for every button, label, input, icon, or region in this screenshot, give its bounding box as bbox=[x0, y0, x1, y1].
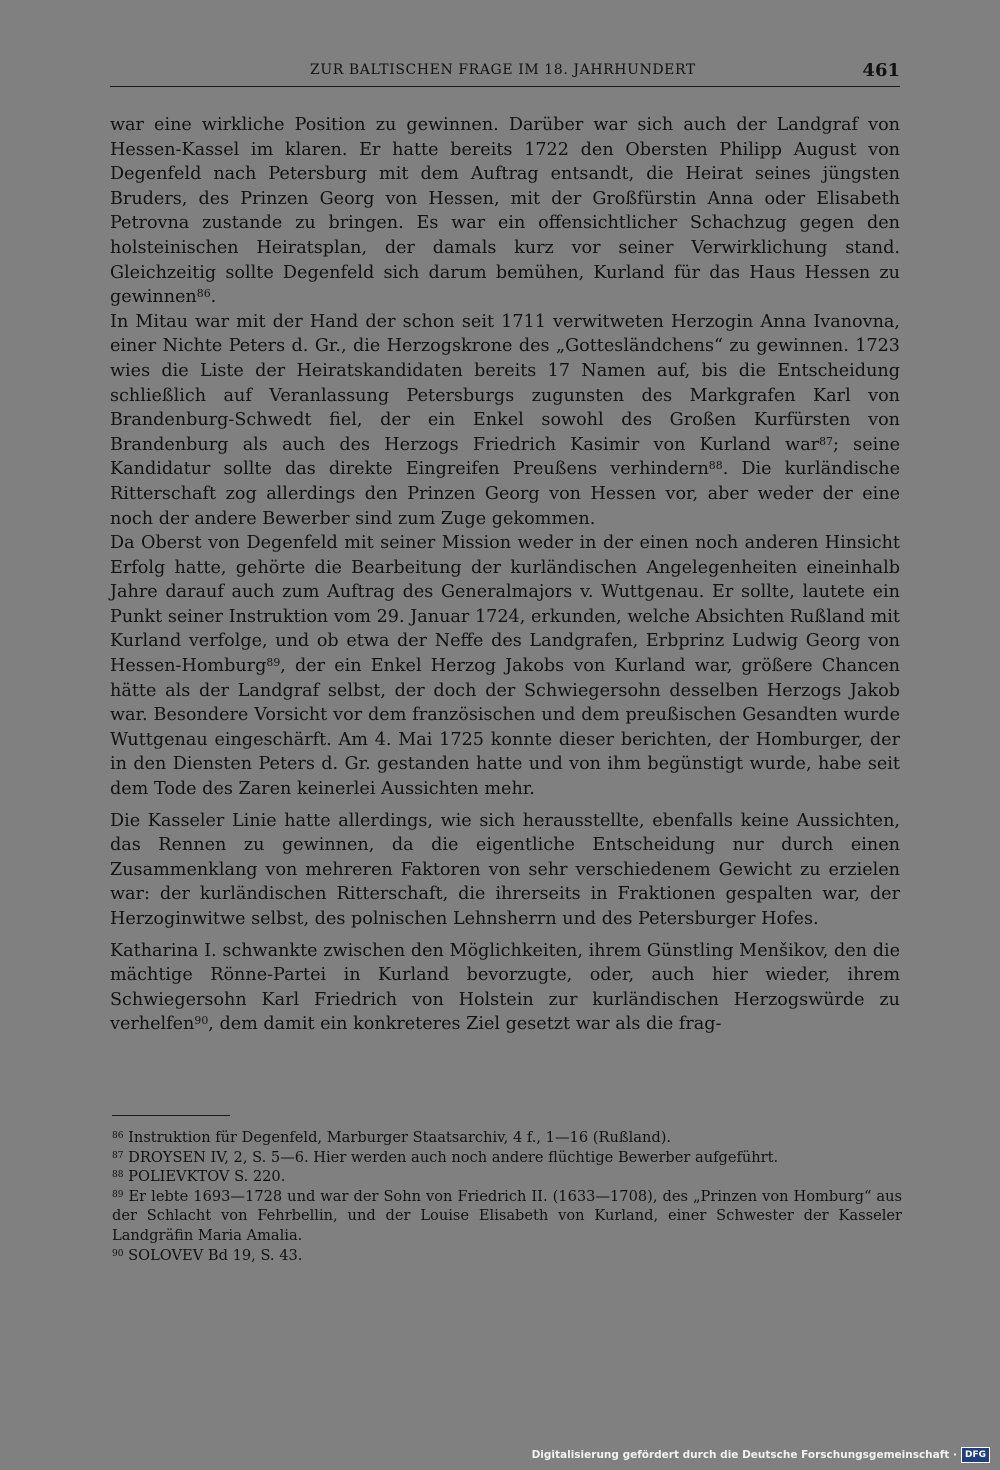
footnote-number: 90 bbox=[112, 1248, 124, 1259]
footnote-number: 89 bbox=[112, 1189, 124, 1200]
paragraph-text: . Die kurländische Ritterschaft zog allerdings den Prinzen Georg von Hessen vor, aber weder der eine noch der andere Bewerber sind zum Zuge gekommen. bbox=[110, 459, 900, 529]
dfg-logo-icon: DFG bbox=[961, 1447, 990, 1463]
main-text bbox=[110, 113, 900, 1037]
paragraph-text: ; seine Kandidatur sollte das direkte Eingreifen Preußens verhindern bbox=[110, 434, 900, 480]
credit-text: Digitalisierung gefördert durch die Deutsche Forschungsgemeinschaft · bbox=[531, 1449, 957, 1461]
paragraph-text: , dem damit ein konkreteres Ziel gesetzt war als die frag- bbox=[208, 1014, 722, 1035]
body-paragraph bbox=[110, 113, 900, 310]
paragraph-text: Da Oberst von Degenfeld mit seiner Mission weder in der einen noch anderen Hinsicht Erfolg hatte, gehörte die Bearbeitung der kurländischen Angelegenheiten eineinhalb Jahre darauf auch zum Auftrag des Generalmajors v. Wuttgenau. Er sollte, lautete ein Punkt seiner Instruktion vom 29. Januar 1724, erkunden, welche Absichten Rußland mit Kurland verfolge, und ob etwa der Neffe des Landgrafen, Erbprinz Ludwig Georg von Hessen-Homburg bbox=[110, 533, 900, 677]
footnote-reference: 87 bbox=[819, 434, 833, 448]
paragraph-text: Katharina I. schwankte zwischen den Möglichkeiten, ihrem Günstling Menšikov, den die mächtige Rönne-Partei in Kurland bevorzugte, oder, auch hier wieder, ihrem Schwiegersohn Karl Friedrich von Holstein zur kurländischen Herzogswürde zu verhelfen bbox=[110, 940, 900, 1035]
footnote bbox=[112, 1148, 902, 1168]
footnote-text: Er lebte 1693—1728 und war der Sohn von Friedrich II. (1633—1708), des „Prinzen von Homburg“ aus der Schlacht von Fehrbellin, und der Louise Elisabeth von Kurland, einer Schwester der Kasseler Landgräfin Maria Amalia. bbox=[112, 1187, 902, 1244]
paragraph-text: In Mitau war mit der Hand der schon seit 1711 verwitweten Herzogin Anna Ivanovna, einer Nichte Peters d. Gr., die Herzogskrone des „Gottesländchens“ zu gewinnen. 1723 wies die Liste der Heiratskandidaten bereits 17 Namen auf, bis die Entscheidung schließlich auf Veranlassung Petersburgs zugunsten des Markgrafen Karl von Brandenburg-Schwedt fiel, der ein Enkel sowohl des Großen Kurfürsten von Brandenburg als auch des Herzogs Friedrich Kasimir von Kurland war bbox=[110, 311, 900, 455]
footnote-divider bbox=[112, 1115, 230, 1116]
body-paragraph bbox=[110, 939, 900, 1037]
footnote-number: 87 bbox=[112, 1150, 124, 1161]
footnote-text: SOLOVEV Bd 19, S. 43. bbox=[123, 1246, 303, 1264]
footnote bbox=[112, 1187, 902, 1246]
footnote bbox=[112, 1246, 902, 1266]
footnotes bbox=[112, 1128, 902, 1265]
footnote bbox=[112, 1128, 902, 1148]
footnote-reference: 86 bbox=[196, 287, 211, 301]
body-paragraph bbox=[110, 310, 900, 531]
footnote-reference: 89 bbox=[266, 656, 281, 670]
footnote-reference: 88 bbox=[708, 459, 723, 473]
body-paragraph bbox=[110, 531, 900, 802]
footnote-text: POLIEVKTOV S. 220. bbox=[123, 1168, 286, 1186]
digitization-credit bbox=[532, 1446, 990, 1464]
paragraph-text: . bbox=[210, 287, 217, 308]
footnote-number: 86 bbox=[112, 1130, 124, 1141]
body-paragraph bbox=[110, 809, 900, 932]
footnote-reference: 90 bbox=[194, 1014, 209, 1028]
footnote-number: 88 bbox=[112, 1170, 124, 1181]
running-header bbox=[110, 60, 900, 87]
footnote-text: DROYSEN IV, 2, S. 5—6. Hier werden auch noch andere flüchtige Bewerber aufgeführt. bbox=[123, 1148, 779, 1166]
footnote-text: Instruktion für Degenfeld, Marburger Staatsarchiv, 4 f., 1—16 (Rußland). bbox=[123, 1129, 672, 1146]
paragraph-text: , der ein Enkel Herzog Jakobs von Kurland war, größere Chancen hätte als der Landgraf selbst, der doch der Schwiegersohn desselben Herzogs Jakob war. Besondere Vorsicht vor dem französischen und dem preußischen Gesandten wurde Wuttgenau eingeschärft. Am 4. Mai 1725 konnte dieser berichten, der Homburger, der in den Diensten Peters d. Gr. gestanden hatte und von ihm begünstigt wurde, habe seit dem Tode des Zaren keinerlei Aussichten mehr. bbox=[110, 656, 900, 800]
running-title: ZUR BALTISCHEN FRAGE IM 18. JAHRHUNDERT bbox=[310, 62, 696, 78]
page-number: 461 bbox=[862, 60, 900, 81]
paragraph-text: Die Kasseler Linie hatte allerdings, wie sich herausstellte, ebenfalls keine Aussichten, das Rennen zu gewinnen, da die eigentliche Entscheidung nur durch einen Zusammenklang von mehreren Faktoren von sehr verschiedenem Gewicht zu erzielen war: der kurländischen Ritterschaft, die ihrerseits in Fraktionen gespalten war, der Herzoginwitwe selbst, des polnischen Lehnsherrn und des Petersburger Hofes. bbox=[110, 810, 900, 929]
paragraph-text: war eine wirkliche Position zu gewinnen. Darüber war sich auch der Landgraf von Hessen-Kassel im klaren. Er hatte bereits 1722 den Obersten Philipp August von Degenfeld nach Petersburg mit dem Auftrag entsandt, die Heirat seines jüngsten Bruders, des Prinzen Georg von Hessen, mit der Großfürstin Anna oder Elisabeth Petrovna zustande zu bringen. Es war ein offensichtlicher Schachzug gegen den holsteinischen Heiratsplan, der damals kurz vor seiner Verwirklichung stand. Gleichzeitig sollte Degenfeld sich darum bemühen, Kurland für das Haus Hessen zu gewinnen bbox=[110, 115, 900, 308]
footnote bbox=[112, 1167, 902, 1187]
